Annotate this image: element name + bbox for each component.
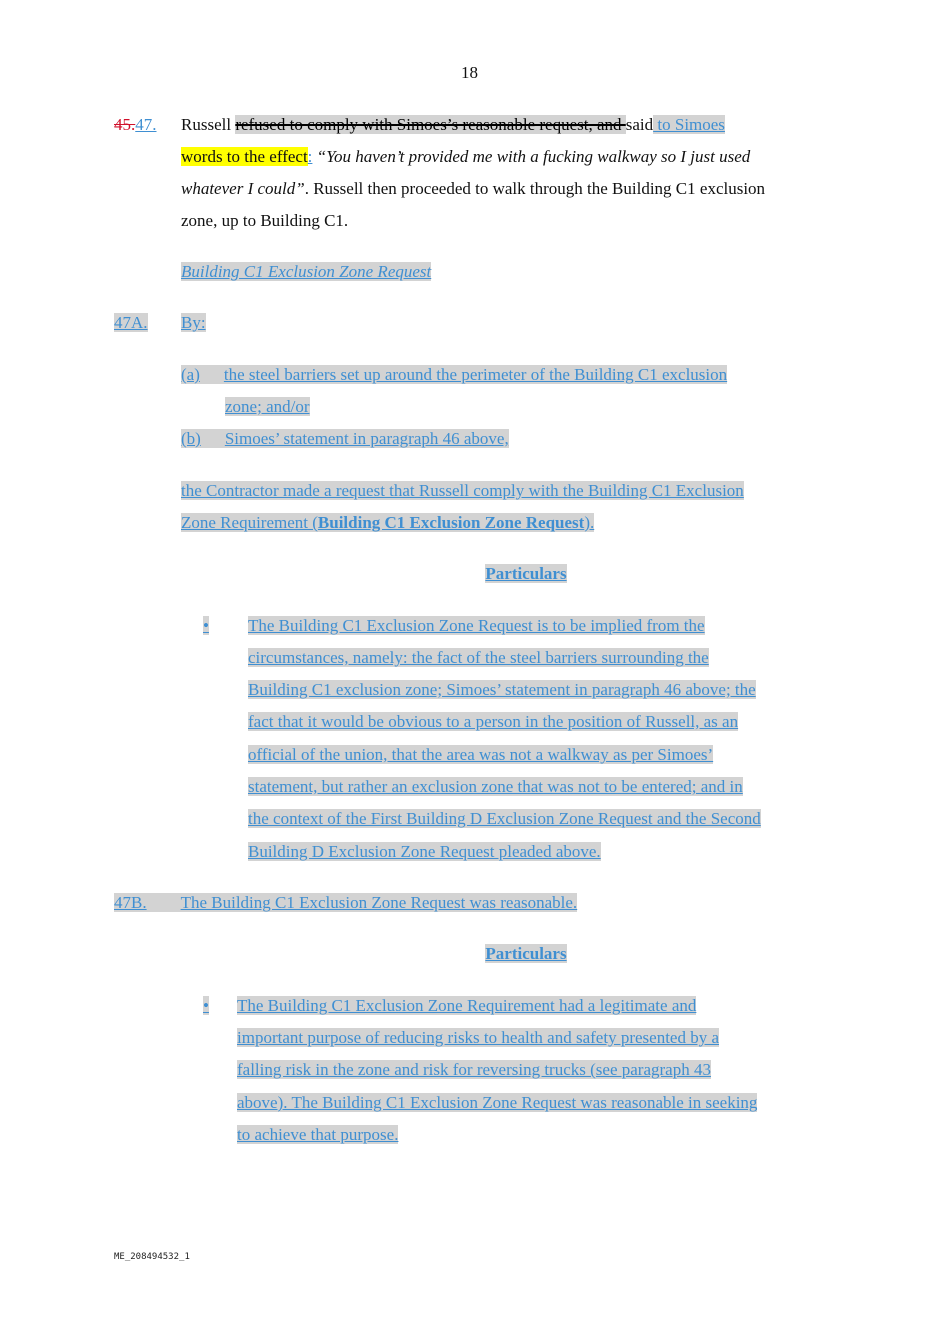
particulars-1-line (248, 710, 738, 734)
particulars-1-text: The Building C1 Exclusion Zone Request is to be implied from the (248, 616, 705, 635)
highlighted-text: words to the effect (181, 147, 308, 166)
subparagraph-b-label: (b) (181, 429, 201, 448)
deleted-text: refused to comply with Simoes’s reasonable request, and (235, 115, 626, 134)
particulars-1-text: official of the union, that the area was not a walkway as per Simoes’ (248, 745, 714, 764)
after-quote-text: . Russell then proceeded to walk through the Building C1 exclusion (304, 179, 766, 198)
subparagraph-b-text: Simoes’ statement in paragraph 46 above, (224, 429, 509, 448)
said-text: said (625, 115, 654, 134)
subparagraph-b (181, 427, 509, 451)
particulars-1-line (248, 743, 713, 767)
particulars-2-text: above). The Building C1 Exclusion Zone Request was reasonable in seeking (237, 1093, 758, 1112)
contractor-request-text-1: the Contractor made a request that Russell comply with the Building C1 Exclusion (181, 481, 744, 500)
paragraph-47-line-4: zone, up to Building C1. (181, 211, 349, 230)
quote-line-1: “You haven’t provided me with a fucking walkway so I just used (316, 147, 751, 166)
by-text: By: (181, 313, 206, 332)
paragraph-47a-number (114, 311, 148, 335)
paragraph-47a-by (181, 311, 206, 335)
contractor-request-line-1 (181, 479, 744, 503)
particulars-2-line (237, 1058, 711, 1082)
particulars-2-line (237, 994, 696, 1018)
particulars-1-line (248, 807, 761, 831)
bullet-2: • (203, 996, 209, 1015)
inserted-number: 47. (135, 115, 157, 134)
particulars-2-text: to achieve that purpose. (237, 1125, 399, 1144)
russell-text: Russell (181, 115, 232, 134)
particulars-1-text: statement, but rather an exclusion zone that was not to be entered; and in (248, 777, 743, 796)
paragraph-47-line-1 (181, 113, 725, 137)
subparagraph-a-text: the steel barriers set up around the perimeter of the Building C1 exclusion (223, 365, 728, 384)
section-heading (181, 260, 431, 284)
particulars-heading-1-text: Particulars (485, 564, 567, 583)
paragraph-47-line-3 (181, 177, 765, 201)
particulars-1-line (248, 614, 705, 638)
particulars-2-line (237, 1026, 719, 1050)
particulars-1-text: circumstances, namely: the fact of the steel barriers surrounding the (248, 648, 709, 667)
particulars-1-text: fact that it would be obvious to a person in the position of Russell, as an (248, 712, 739, 731)
contractor-request-text-2 (181, 513, 594, 532)
subparagraph-a-line-1 (181, 363, 727, 387)
particulars-1-text: Building C1 exclusion zone; Simoes’ statement in paragraph 46 above; the (248, 680, 756, 699)
particulars-1-text: the context of the First Building D Exclusion Zone Request and the Second (248, 809, 761, 828)
particulars-1-line (248, 646, 709, 670)
paragraph-47b (114, 891, 577, 915)
particulars-heading-2-text: Particulars (485, 944, 567, 963)
defined-term: Building C1 Exclusion Zone Request (317, 513, 585, 532)
particulars-2-line (237, 1123, 398, 1147)
particulars-heading-2 (0, 942, 939, 966)
inserted-to-simoes: to Simoes (653, 115, 725, 134)
subparagraph-b-content (181, 429, 509, 448)
particulars-2-line (237, 1091, 757, 1115)
particulars-2-bullet (203, 994, 209, 1018)
contractor-request-line-2 (181, 511, 594, 535)
subparagraph-a-label: (a) (181, 365, 200, 384)
paragraph-47b-number: 47B. (114, 893, 147, 912)
page-number: 18 (461, 63, 478, 82)
quote-line-2: whatever I could” (181, 179, 305, 198)
subparagraph-a-line-2 (225, 395, 310, 419)
particulars-1-line (248, 775, 743, 799)
subparagraph-a-content (181, 365, 727, 384)
particulars-1-text: Building D Exclusion Zone Request pleaded above. (248, 842, 601, 861)
paragraph-47-number (114, 113, 157, 137)
particulars-2-text: important purpose of reducing risks to health and safety presented by a (237, 1028, 720, 1047)
inserted-colon: : (307, 147, 313, 166)
subparagraph-a-text-2: zone; and/or (225, 397, 310, 416)
particulars-heading-1 (0, 562, 939, 586)
paragraph-47b-text: The Building C1 Exclusion Zone Request was reasonable. (180, 893, 578, 912)
paragraph-47-line-2 (181, 145, 750, 169)
particulars-1-line (248, 840, 601, 864)
paragraph-47b-content (114, 893, 577, 912)
paragraph-47a-num-text: 47A. (114, 313, 148, 332)
contractor-request-text-2c: ). (584, 513, 595, 532)
deleted-number: 45. (114, 115, 136, 134)
section-heading-text: Building C1 Exclusion Zone Request (181, 262, 432, 281)
particulars-1-line (248, 678, 756, 702)
contractor-request-text-2a: Zone Requirement ( (181, 513, 318, 532)
document-reference-footer: ME_208494532_1 (114, 1252, 190, 1262)
particulars-1-bullet (203, 614, 209, 638)
particulars-2-text: The Building C1 Exclusion Zone Requirement had a legitimate and (237, 996, 697, 1015)
bullet-1: • (203, 616, 209, 635)
particulars-2-text: falling risk in the zone and risk for reversing trucks (see paragraph 43 (237, 1060, 711, 1079)
